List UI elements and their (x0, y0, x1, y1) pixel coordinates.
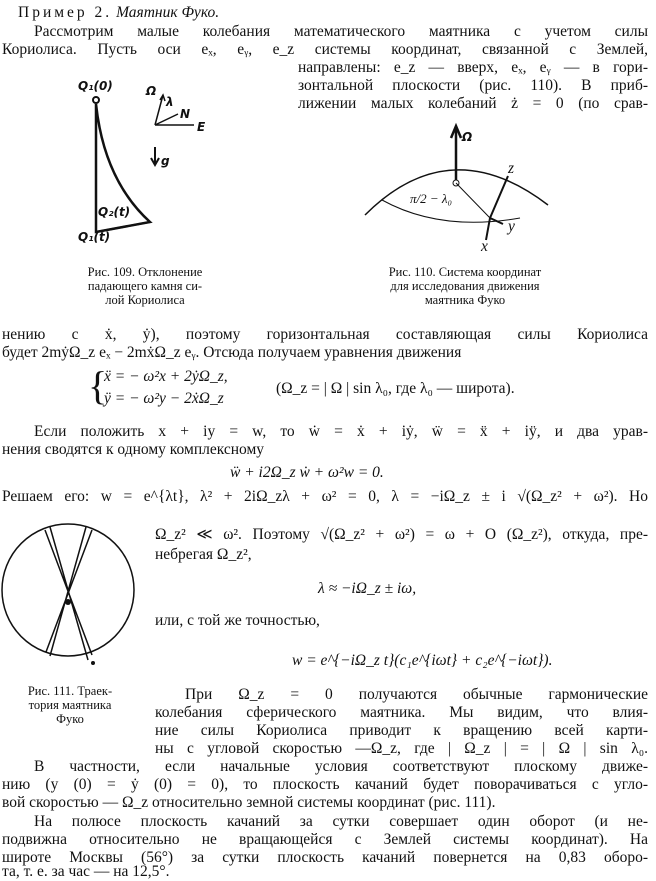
lambda-approx: λ ≈ −iΩ_z ± iω, (318, 580, 417, 597)
para4-line-2: нию (y (0) = ẏ (0) = 0), то плоскость качаний будет поворачиваться с угло- (2, 776, 648, 793)
label-q2-t: Q₂(t) (98, 205, 131, 219)
para2-line-2: нения сводятся к одному комплексному (2, 441, 265, 458)
example-title: Маятник Фуко. (116, 4, 220, 21)
para5-line-4: та, т. е. за час — на 12,5°. (2, 863, 170, 880)
caption-line: маятника Фуко (424, 293, 506, 307)
label-omega: Ω (146, 84, 157, 98)
label-g: g (161, 154, 170, 168)
caption-line: тория маятника (28, 698, 112, 712)
figure-111-caption (0, 684, 140, 726)
example-heading (18, 4, 219, 22)
para5-line-2: подвижна относительно не вращающейся с Землей системы координат). На (2, 831, 648, 848)
w-solution: w = e^{−iΩ_z t}(c₁e^{iωt} + c₂e^{−iωt}). (292, 652, 553, 669)
caption-line: Фуко (56, 712, 84, 726)
rosette-trajectory (45, 527, 92, 660)
para5-line-1: На полюсе плоскость качаний за сутки совершает один оборот (и не- (34, 813, 648, 830)
gravity-arrow-icon (151, 147, 159, 165)
para5-line-3: широте Москвы (56°) за сутки плоскость качаний повернется на 0,83 оборо- (2, 849, 648, 866)
right2-line-2: небрегая Ω_z², (155, 546, 252, 563)
para3-line-1: При Ω_z = 0 получаются обычные гармонические (185, 686, 648, 703)
label-z: z (508, 160, 515, 177)
intro-line-2: Кориолиса. Пусть оси eₓ, eᵧ, e_z системы координат, связанной с Землей, (2, 41, 648, 58)
para3-line-2: колебания сферического маятника. Мы видим, что влия- (155, 704, 648, 721)
right-line-1: направлены: e_z — вверх, eₓ, eᵧ — в гори- (298, 59, 648, 76)
caption-line: лой Кориолиса (105, 293, 185, 307)
omega-arrow-icon (451, 126, 461, 180)
system-brace: { (88, 363, 108, 408)
label-y: y (508, 218, 515, 235)
caption-line: Рис. 109. Отклонение (87, 265, 203, 279)
caption-line: для исследования движения (390, 279, 540, 293)
caption-line: падающего камня си- (87, 279, 203, 293)
label-n: N (180, 107, 191, 121)
para2-line-1: Если положить x + iy = w, то ẇ = ẋ + iẏ, ẅ = ẍ + iÿ, и два урав- (34, 423, 648, 440)
right-line-3: лижении малых колебаний ż = 0 (по срав- (298, 95, 648, 112)
caption-line: Рис. 110. Система координат (388, 265, 542, 279)
label-angle: π/2 − λ₀ (410, 191, 453, 206)
system-note: (Ω_z = | Ω | sin λ₀, где λ₀ — широта). (276, 380, 515, 397)
figure-111 (0, 0, 1, 1)
or-line: или, с той же точностью, (155, 612, 320, 629)
system-eq-2: ÿ = − ω²y − 2ẋΩ_z (104, 390, 224, 407)
xyz-axes-icon (486, 176, 508, 240)
label-q1-0: Q₁(0) (78, 79, 113, 93)
figure-110-caption (330, 265, 600, 307)
caption-line: Рис. 111. Траек- (27, 684, 113, 698)
para1-line-2: будет 2mẏΩ_z eₓ − 2mẋΩ_z eᵧ. Отсюда получаем уравнения движения (2, 344, 462, 361)
solve-line: Решаем его: w = e^{λt}, λ² + 2iΩ_zλ + ω² = 0, λ = −iΩ_z ± i √(Ω_z² + ω²). Но (2, 488, 648, 505)
intro-line-1: Рассмотрим малые колебания математического маятника с учетом силы (34, 23, 648, 40)
para3-line-4: ны с угловой скоростью —Ω_z, где | Ω_z | = | Ω | sin λ₀. (155, 740, 648, 757)
para1-line-1: нению с ẋ, ẏ), поэтому горизонтальная составляющая силы Кориолиса (2, 326, 648, 343)
pendulum-origin-icon (93, 97, 99, 103)
para4-line-1: В частности, если начальные условия соответствуют плоскому движе- (34, 758, 648, 775)
label-q1-t: Q₁(t) (78, 230, 111, 244)
para3-line-3: ние силы Кориолиса приводит к вращению всей карти- (155, 722, 648, 739)
right-line-2: зонтальной плоскости (рис. 110). В приб- (298, 77, 648, 94)
label-lambda: λ (166, 95, 174, 109)
label-e: E (197, 120, 206, 134)
label-omega-110: Ω (462, 130, 473, 144)
system-eq-1: ẍ = − ω²x + 2ẏΩ_z, (104, 368, 228, 385)
example-label: Пример 2. (18, 4, 113, 21)
label-x: x (481, 238, 488, 255)
figure-109-caption (30, 265, 260, 307)
complex-equation: ẅ + i2Ω_z ẇ + ω²w = 0. (230, 464, 384, 481)
para4-line-3: вой скоростью — Ω_z относительно земной системы координат (рис. 111). (2, 794, 496, 811)
right2-line-1: Ω_z² ≪ ω². Поэтому √(Ω_z² + ω²) = ω + O (Ω_z²), откуда, пре- (155, 526, 648, 543)
